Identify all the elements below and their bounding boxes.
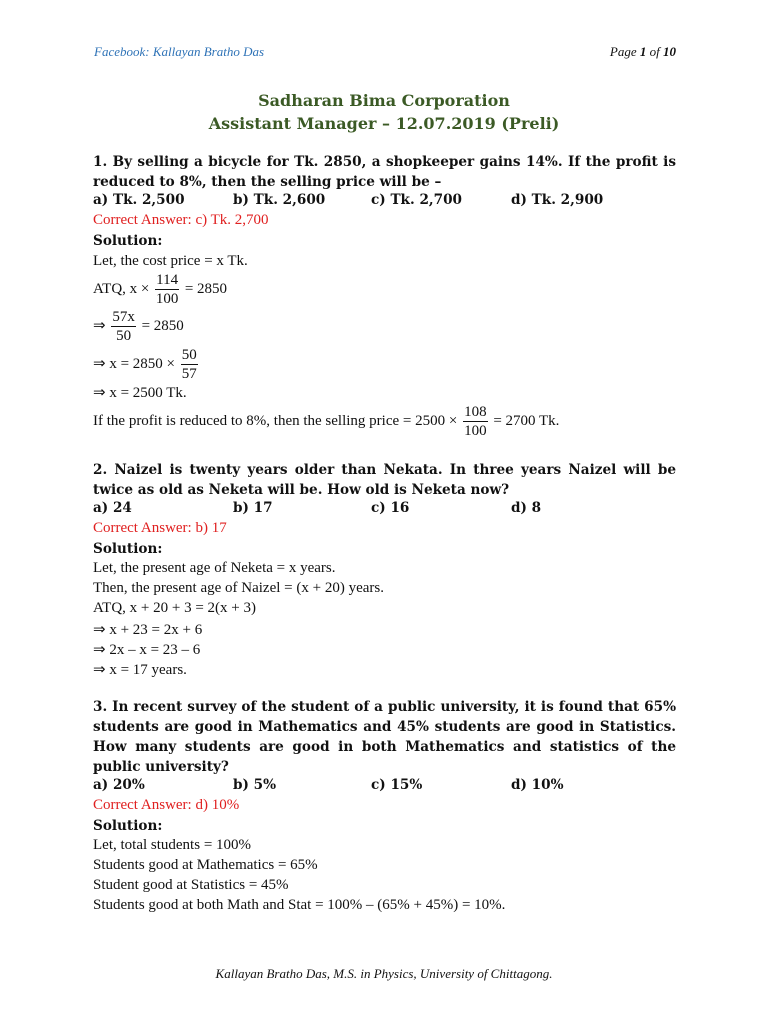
- title-line-2: Assistant Manager – 12.07.2019 (Preli): [208, 114, 560, 133]
- denominator: 50: [116, 328, 132, 344]
- numerator: 57x: [112, 309, 135, 325]
- q1-solution-line: [93, 346, 200, 383]
- facebook-credit: Facebook: Kallayan Bratho Das: [94, 44, 265, 59]
- option-d: d) Tk. 2,900: [511, 192, 604, 208]
- denominator: 100: [155, 291, 179, 307]
- fraction: [111, 308, 136, 345]
- option-a: a) 24: [93, 500, 132, 516]
- option-c: c) Tk. 2,700: [371, 192, 463, 208]
- document-title: [0, 89, 768, 135]
- question-1-options: [93, 192, 676, 212]
- denominator: 100: [464, 423, 487, 439]
- q1-l3-result: = 2850: [141, 317, 184, 334]
- option-b: b) Tk. 2,600: [233, 192, 326, 208]
- option-d: d) 8: [511, 500, 542, 516]
- q1-solution-line: ⇒ x = 2500 Tk.: [93, 385, 187, 401]
- q1-solution-line: [93, 403, 559, 440]
- page-indicator: [610, 44, 676, 60]
- question-1-solution-label: Solution:: [93, 233, 163, 249]
- option-a: a) Tk. 2,500: [93, 192, 185, 208]
- q2-solution-line: ⇒ 2x – x = 23 – 6: [93, 642, 201, 658]
- fraction: [463, 403, 488, 440]
- option-b: b) 5%: [233, 777, 277, 793]
- q1-solution-line: [93, 308, 184, 345]
- q3-solution-line: Let, total students = 100%: [93, 837, 252, 853]
- numerator: 50: [181, 347, 197, 363]
- question-2-solution-label: Solution:: [93, 541, 163, 557]
- question-2-answer: Correct Answer: b) 17: [93, 520, 227, 536]
- question-1: 1. By selling a bicycle for Tk. 2850, a shopkeeper gains 14%. If the profit is reduced to 8%, then the selling price will be –: [93, 154, 676, 190]
- option-c: c) 16: [371, 500, 410, 516]
- q2-solution-line: Let, the present age of Neketa = x years.: [93, 560, 336, 576]
- q1-l4-text: ⇒ x = 2850 ×: [93, 355, 175, 372]
- q2-solution-line: Then, the present age of Naizel = (x + 20) years.: [93, 580, 384, 596]
- option-d: d) 10%: [511, 777, 564, 793]
- question-2: 2. Naizel is twenty years older than Nekata. In three years Naizel will be twice as old as Neketa will be. How old is Neketa now?: [93, 462, 676, 498]
- question-1-answer: Correct Answer: c) Tk. 2,700: [93, 212, 269, 228]
- question-3-options: [93, 777, 676, 797]
- question-3-answer: Correct Answer: d) 10%: [93, 797, 240, 813]
- question-3: 3. In recent survey of the student of a public university, it is found that 65% students are good in Mathematics and 45% students are good in Statistics. How many students are good in both Mathematics and statistics of the public university?: [93, 699, 676, 775]
- q2-solution-line: ⇒ x = 17 years.: [93, 662, 187, 678]
- numerator: 108: [464, 404, 487, 420]
- denominator: 57: [181, 366, 197, 382]
- page-number: 1: [639, 44, 647, 59]
- q3-solution-line: Students good at Mathematics = 65%: [93, 857, 318, 873]
- option-a: a) 20%: [93, 777, 145, 793]
- option-c: c) 15%: [371, 777, 423, 793]
- q2-solution-line: ⇒ x + 23 = 2x + 6: [93, 622, 203, 638]
- q1-l2-result: = 2850: [184, 280, 228, 297]
- question-2-options: [93, 500, 676, 520]
- q3-solution-line: Student good at Statistics = 45%: [93, 877, 289, 893]
- q2-solution-line: ATQ, x + 20 + 3 = 2(x + 3): [93, 600, 256, 616]
- q1-solution-line: Let, the cost price = x Tk.: [93, 253, 248, 269]
- page-header: [94, 44, 676, 64]
- q1-solution-line: [93, 271, 227, 308]
- page-total: 10: [663, 44, 676, 59]
- q1-l6-result: = 2700 Tk.: [493, 412, 560, 429]
- page-of: of: [646, 44, 663, 59]
- title-line-1: Sadharan Bima Corporation: [258, 91, 510, 110]
- page-footer: Kallayan Bratho Das, M.S. in Physics, University of Chittagong.: [215, 966, 553, 981]
- implies-symbol: ⇒: [93, 317, 106, 334]
- q3-solution-line: Students good at both Math and Stat = 100% – (65% + 45%) = 10%.: [93, 897, 506, 913]
- numerator: 114: [156, 272, 179, 288]
- fraction: [155, 271, 179, 308]
- fraction: [181, 346, 198, 383]
- page-prefix: Page: [609, 44, 640, 59]
- question-3-solution-label: Solution:: [93, 818, 163, 834]
- option-b: b) 17: [233, 500, 273, 516]
- q1-l6-text: If the profit is reduced to 8%, then the selling price = 2500 ×: [93, 412, 458, 429]
- q1-l2-text: ATQ, x ×: [93, 280, 150, 297]
